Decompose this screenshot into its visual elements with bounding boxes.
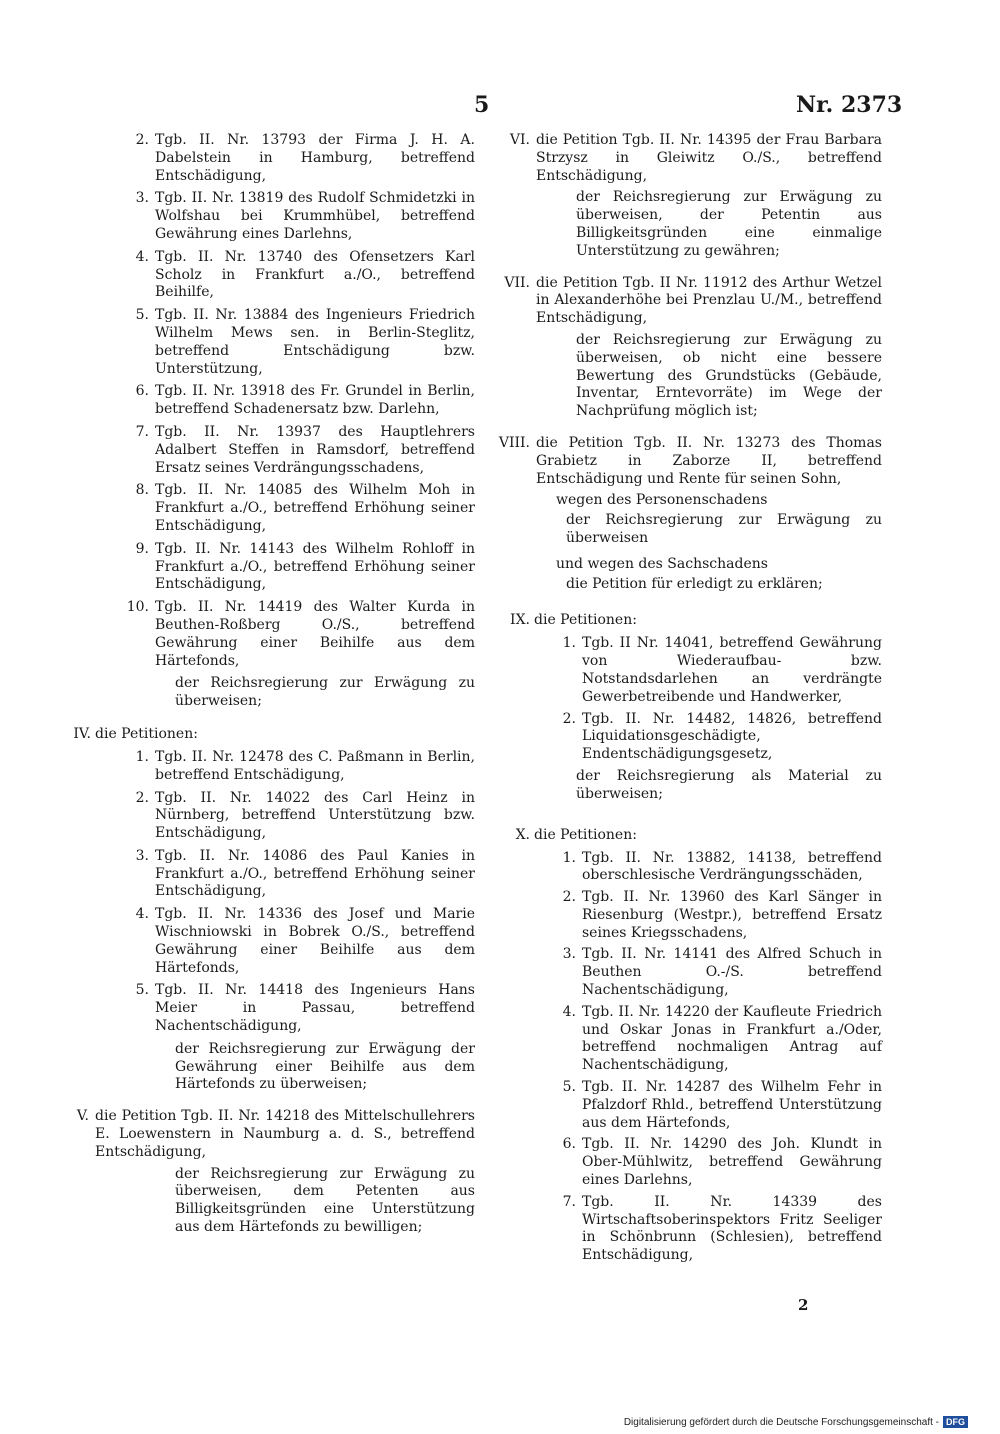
- list-item-text: Tgb. II. Nr. 13960 des Karl Sänger in Riesenburg (Westpr.), betreffend Ersatz seines Kriegsschadens,: [582, 889, 882, 941]
- list-item-text: Tgb. II. Nr. 13937 des Hauptlehrers Adalbert Steffen in Ramsdorf, betreffend Ersatz seines Verdrängungsschadens,: [155, 423, 475, 476]
- section-v-numeral: V.: [76, 1108, 89, 1125]
- item-list-x: [496, 850, 882, 1266]
- section-viii-text: die Petition Tgb. II. Nr. 13273 des Thomas Grabietz in Zaborze II, betreffend Entschädigung und Rente für seinen Sohn,: [536, 434, 882, 487]
- list-item: [562, 889, 882, 942]
- list-item: [135, 847, 475, 901]
- list-item-number: 3.: [135, 847, 149, 864]
- list-item-number: 6.: [562, 1136, 576, 1153]
- right-column: [496, 132, 882, 1269]
- recommendation-iv: der Reichsregierung zur Erwägung der Gewährung einer Beihilfe aus dem Härtefonds zu überweisen;: [175, 1040, 475, 1093]
- list-item-text: Tgb. II. Nr. 14085 des Wilhelm Moh in Frankfurt a./O., betreffend Erhöhung seiner Entschädigung,: [155, 482, 475, 534]
- list-item-text: Tgb. II. Nr. 12478 des C. Paßmann in Berlin, betreffend Entschädigung,: [155, 748, 475, 783]
- list-item-number: 1.: [562, 849, 576, 866]
- section-iv-heading: [51, 725, 475, 743]
- section-x-numeral: X.: [515, 826, 530, 843]
- section-ix-numeral: IX.: [510, 612, 530, 629]
- list-item-number: 7.: [562, 1193, 576, 1210]
- list-item-number: 4.: [135, 248, 149, 265]
- list-item: [135, 982, 475, 1035]
- list-item-number: 2.: [135, 789, 149, 806]
- list-item: [562, 710, 882, 764]
- list-item-text: Tgb. II. Nr. 13884 des Ingenieurs Friedrich Wilhelm Mews sen. in Berlin-Steglitz, betreffend Entschädigung bzw. Unterstützung,: [155, 307, 475, 377]
- section-viii: [496, 435, 882, 488]
- list-item-text: Tgb. II. Nr. 13882, 14138, betreffend oberschlesische Verdrängungsschäden,: [582, 849, 882, 884]
- list-item-text: Tgb. II. Nr. 14086 des Paul Kanies in Frankfurt a./O., betreffend Erhöhung seiner Entschädigung,: [155, 847, 475, 900]
- section-vii-numeral: VII.: [504, 274, 530, 291]
- list-item-text: Tgb. II. Nr. 14482, 14826, betreffend Liquidationsgeschädigte, Endentschädigungsgesetz,: [582, 710, 882, 763]
- list-item: [135, 423, 475, 477]
- list-item-number: 1.: [135, 748, 149, 765]
- document-number: Nr. 2373: [796, 92, 903, 118]
- list-item-text: Tgb. II. Nr. 14339 des Wirtschaftsoberinspektors Fritz Seeliger in Schönbrunn (Schlesien), betreffend Entschädigung,: [582, 1193, 882, 1264]
- list-item: [562, 849, 882, 886]
- list-item: [135, 132, 475, 185]
- section-vi-text: die Petition Tgb. II. Nr. 14395 der Frau Barbara Strzysz in Gleiwitz O./S., betreffend Entschädigung,: [536, 132, 882, 184]
- list-item: [562, 1003, 882, 1075]
- list-item: [562, 1193, 882, 1265]
- section-vi: [496, 132, 882, 185]
- list-item-text: Tgb. II. Nr. 14290 des Joh. Klundt in Ober-Mühlwitz, betreffend Gewährung eines Darlehns,: [582, 1136, 882, 1189]
- list-item: [135, 248, 475, 302]
- list-item-number: 4.: [562, 1003, 576, 1020]
- item-list-iii: [95, 132, 475, 670]
- list-item-number: 5.: [562, 1079, 576, 1096]
- list-item: [135, 482, 475, 535]
- recommendation-vi: der Reichsregierung zur Erwägung zu überweisen, der Petentin aus Billigkeitsgründen eine einmalige Unterstützung zu gewähren;: [576, 189, 882, 259]
- viii-sach-action: die Petition für erledigt zu erklären;: [566, 575, 823, 592]
- list-item: [135, 748, 475, 785]
- section-vii-text: die Petition Tgb. II Nr. 11912 des Arthur Wetzel in Alexanderhöhe bei Prenzlau U./M., betreffend Entschädigung,: [536, 274, 882, 327]
- list-item-text: Tgb. II. Nr. 14336 des Josef und Marie Wischniowski in Bobrek O./S., betreffend Gewährung einer Beihilfe aus dem Härtefonds,: [155, 906, 475, 976]
- list-item: [126, 599, 475, 670]
- item-list-ix: [496, 635, 882, 764]
- list-item: [135, 190, 475, 243]
- list-item-text: Tgb. II. Nr. 14143 des Wilhelm Rohloff in Frankfurt a./O., betreffend Erhöhung seiner Entschädigung,: [155, 540, 475, 593]
- recommendation-vii: der Reichsregierung zur Erwägung zu überweisen, ob nicht eine bessere Bewertung des Grundstücks (Gebäude, Inventar, Erntevorräte) im Wege der Nachprüfung möglich ist;: [576, 331, 882, 420]
- item-list-iv: [95, 749, 475, 1036]
- page-number: 5: [474, 92, 490, 118]
- section-iv-title: die Petitionen:: [95, 725, 198, 742]
- section-iv-numeral: IV.: [73, 725, 91, 742]
- list-item: [135, 906, 475, 977]
- section-viii-numeral: VIII.: [498, 434, 530, 451]
- list-item-number: 10.: [126, 599, 149, 616]
- list-item-number: 6.: [135, 383, 149, 400]
- list-item: [562, 1136, 882, 1189]
- list-item-number: 8.: [135, 482, 149, 499]
- section-x-title: die Petitionen:: [534, 826, 637, 843]
- list-item-number: 2.: [135, 132, 149, 148]
- list-item-text: Tgb. II. Nr. 13918 des Fr. Grundel in Berlin, betreffend Schadenersatz bzw. Darlehn,: [155, 383, 475, 418]
- signature-mark: 2: [798, 1296, 809, 1314]
- recommendation-iii: der Reichsregierung zur Erwägung zu überweisen;: [175, 675, 475, 710]
- list-item-number: 3.: [135, 190, 149, 207]
- section-v: [61, 1108, 475, 1161]
- list-item: [135, 307, 475, 378]
- list-item-number: 3.: [562, 946, 576, 963]
- recommendation-v: der Reichsregierung zur Erwägung zu überweisen, dem Petenten aus Billigkeitsgründen eine Unterstützung aus dem Härtefonds zu bewilligen;: [175, 1165, 475, 1236]
- list-item-text: Tgb. II. Nr. 13740 des Ofensetzers Karl Scholz in Frankfurt a./O., betreffend Beihilfe,: [155, 248, 475, 301]
- section-vi-numeral: VI.: [509, 132, 530, 148]
- section-ix-heading: [496, 611, 882, 629]
- viii-person-label: wegen des Personenschadens: [556, 492, 768, 509]
- list-item: [562, 1079, 882, 1132]
- list-item-number: 2.: [562, 889, 576, 906]
- left-column: [73, 132, 475, 1245]
- list-item: [562, 946, 882, 999]
- recommendation-ix: der Reichsregierung als Material zu überweisen;: [576, 767, 882, 802]
- list-item-text: Tgb. II. Nr. 14022 des Carl Heinz in Nürnberg, betreffend Unterstützung bzw. Entschädigung,: [155, 789, 475, 842]
- viii-sach-label: und wegen des Sachschadens: [556, 555, 768, 572]
- list-item-text: Tgb. II. Nr. 13819 des Rudolf Schmidetzki in Wolfshau bei Krummhübel, betreffend Gewährung eines Darlehns,: [155, 190, 475, 242]
- footer-text: Digitalisierung gefördert durch die Deutsche Forschungsgemeinschaft -: [623, 1416, 939, 1428]
- list-item-number: 5.: [135, 982, 149, 999]
- list-item-text: Tgb. II. Nr. 14220 der Kaufleute Friedrich und Oskar Jonas in Frankfurt a./Oder, betreffend nochmaligen Antrag auf Nachentschädigung,: [582, 1003, 882, 1074]
- list-item-number: 5.: [135, 307, 149, 324]
- list-item: [135, 789, 475, 843]
- list-item-number: 2.: [562, 710, 576, 727]
- list-item-number: 9.: [135, 540, 149, 557]
- list-item-number: 4.: [135, 906, 149, 923]
- list-item-text: Tgb. II. Nr. 13793 der Firma J. H. A. Dabelstein in Hamburg, betreffend Entschädigung,: [155, 132, 475, 184]
- footer-credit: [624, 1416, 968, 1428]
- list-item-number: 7.: [135, 423, 149, 440]
- section-ix-title: die Petitionen:: [534, 612, 637, 629]
- list-item: [135, 383, 475, 419]
- section-v-text: die Petition Tgb. II. Nr. 14218 des Mittelschullehrers E. Loewenstern in Naumburg a. d. S., betreffend Entschädigung,: [95, 1108, 475, 1160]
- dfg-logo: DFG: [943, 1416, 968, 1428]
- list-item: [135, 540, 475, 594]
- section-vii: [496, 275, 882, 328]
- list-item: [562, 635, 882, 706]
- list-item-text: Tgb. II. Nr. 14141 des Alfred Schuch in Beuthen O.-/S. betreffend Nachentschädigung,: [582, 946, 882, 999]
- list-item-text: Tgb. II. Nr. 14287 des Wilhelm Fehr in Pfalzdorf Rhld., betreffend Unterstützung aus dem Härtefonds,: [582, 1079, 882, 1131]
- list-item-text: Tgb. II Nr. 14041, betreffend Gewährung von Wiederaufbau- bzw. Notstandsdarlehen an verdrängte Gewerbetreibende und Handwerker,: [582, 635, 882, 705]
- list-item-text: Tgb. II. Nr. 14419 des Walter Kurda in Beuthen-Roßberg O./S., betreffend Gewährung einer Beihilfe aus dem Härtefonds,: [155, 599, 475, 669]
- viii-person-action: der Reichsregierung zur Erwägung zu überweisen: [566, 512, 882, 546]
- list-item-number: 1.: [562, 635, 576, 652]
- list-item-text: Tgb. II. Nr. 14418 des Ingenieurs Hans Meier in Passau, betreffend Nachentschädigung,: [155, 982, 475, 1035]
- section-x-heading: [496, 826, 882, 844]
